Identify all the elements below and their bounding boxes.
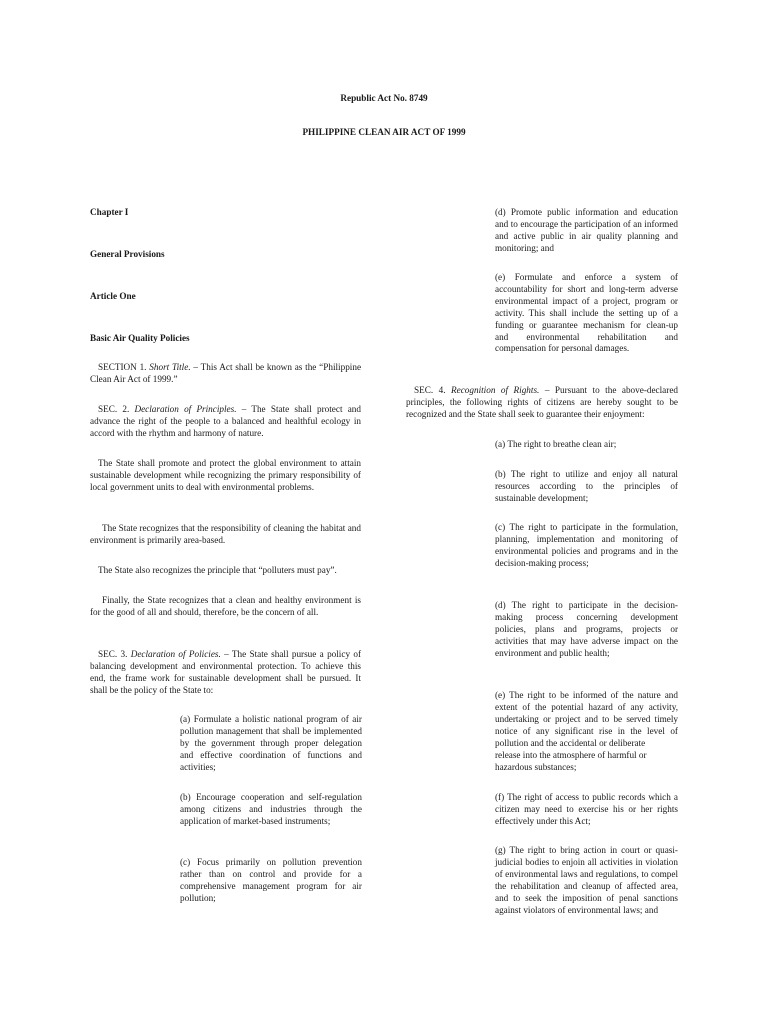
article-title: Basic Air Quality Policies xyxy=(90,333,190,343)
paragraph-polluters: The State also recognizes the principle that “polluters must pay”. xyxy=(98,565,337,575)
right-item-e: (e) The right to be informed of the nature and extent of the potential hazard of any activity, undertaking or project and to be served timely notice of any significant rise in the level of pollution and the accidental or deliberate xyxy=(495,690,678,748)
section-3 xyxy=(90,649,361,697)
section-3-lead: SEC. 3. xyxy=(98,649,128,659)
section-4-title: Recognition of Rights. xyxy=(451,385,540,395)
right-item-a: (a) The right to breathe clean air; xyxy=(495,439,617,449)
paragraph-finally: Finally, the State recognizes that a clean and healthy environment is for the good of all and should, therefore, be the concern of all. xyxy=(90,595,361,617)
section-4-lead: SEC. 4. xyxy=(414,385,446,395)
section-1-title: Short Title. xyxy=(149,362,191,372)
section-3-title: Declaration of Policies. xyxy=(130,649,221,659)
section-1-lead: SECTION 1. xyxy=(98,362,147,372)
right-item-b: (b) The right to utilize and enjoy all natural resources according to the principles of sustainable development; xyxy=(495,469,678,503)
policy-item-c: (c) Focus primarily on pollution prevention rather than on control and provide for a comprehensive management program for air pollution; xyxy=(180,857,362,903)
policy-item-e: (e) Formulate and enforce a system of accountability for short and long-term adverse environmental impact of a project, program or activity. This shall include the setting up of a funding or guarantee mechanism for clean-up and environmental rehabilitation and compensation for personal damages. xyxy=(495,272,678,354)
section-2-title: Declaration of Principles. xyxy=(134,404,237,414)
act-title: PHILIPPINE CLEAN AIR ACT OF 1999 xyxy=(302,127,466,137)
chapter-title: General Provisions xyxy=(90,249,165,259)
right-item-g: (g) The right to bring action in court or quasi-judicial bodies to enjoin all activities in violation of environmental laws and regulations, to compel the rehabilitation and cleanup of affected area, and to seek the imposition of penal sanctions against violators of environmental laws; and xyxy=(495,845,678,915)
section-4 xyxy=(406,385,678,421)
section-2-body: – The State shall protect and advance the right of the people to a balanced and healthful ecology in accord with the rhythm and harmony of nature. xyxy=(90,404,361,438)
paragraph-recognizes: The State recognizes that the responsibility of cleaning the habitat and environment is primarily area-based. xyxy=(90,523,361,545)
section-4-body: – Pursuant to the above-declared principles, the following rights of citizens are hereby sought to be recognized and the State shall seek to guarantee their enjoyment: xyxy=(406,385,678,419)
policy-item-b: (b) Encourage cooperation and self-regulation among citizens and industries through the application of market-based instruments; xyxy=(180,792,362,826)
article-heading: Article One xyxy=(90,291,136,301)
chapter-heading: Chapter I xyxy=(90,207,129,217)
right-item-e-continued: release into the atmosphere of harmful or hazardous substances; xyxy=(495,750,647,772)
section-1 xyxy=(90,362,361,386)
policy-item-d: (d) Promote public information and education and to encourage the participation of an informed and active public in air quality planning and monitoring; and xyxy=(495,207,678,253)
policy-item-a: (a) Formulate a holistic national program of air pollution management that shall be implemented by the government through proper delegation and effective coordination of functions and activities; xyxy=(180,714,362,772)
section-2-lead: SEC. 2. xyxy=(98,404,130,414)
right-item-d: (d) The right to participate in the decision-making process concerning development policies, plans and programs, projects or activities that may have adverse impact on the environment and public health; xyxy=(495,600,678,658)
act-number: Republic Act No. 8749 xyxy=(340,93,428,103)
section-1-quote: “Philippine Clean Air Act of 1999.” xyxy=(90,362,362,384)
section-1-dash: – This Act shall be known as the xyxy=(190,362,317,372)
right-item-f: (f) The right of access to public records which a citizen may need to exercise his or her rights effectively under this Act; xyxy=(495,792,678,826)
paragraph-promote: The State shall promote and protect the global environment to attain sustainable development while recognizing the primary responsibility of local government units to deal with environmental problems. xyxy=(90,458,361,492)
right-item-c: (c) The right to participate in the formulation, planning, implementation and monitoring of environmental policies and programs and in the decision-making process; xyxy=(495,522,678,568)
section-2 xyxy=(90,404,361,440)
section-3-body: – The State shall pursue a policy of balancing development and environmental protection. To achieve this end, the frame work for sustainable development shall be pursued. It shall be the policy of the State to: xyxy=(90,649,362,695)
